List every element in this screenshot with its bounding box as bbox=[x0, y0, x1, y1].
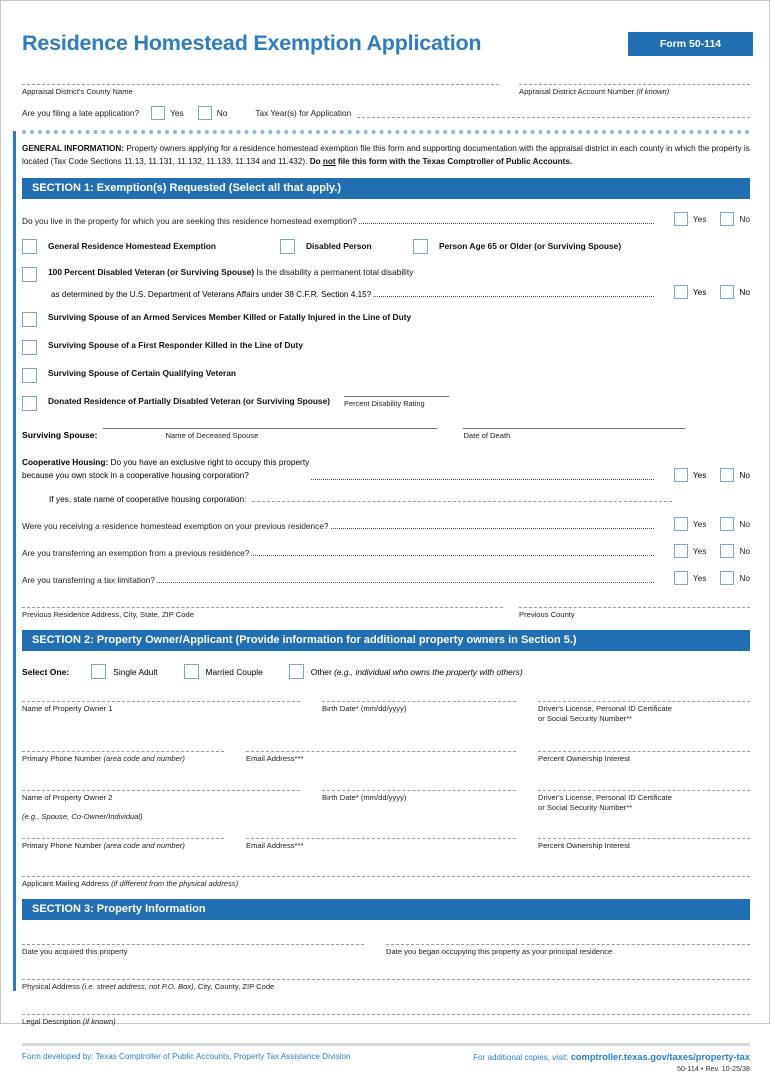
coop-name-input[interactable] bbox=[252, 501, 672, 502]
section-3-bar: SECTION 3: Property Information bbox=[22, 899, 750, 920]
mailing-address-label: Applicant Mailing Address (if different from the physical address) bbox=[22, 878, 239, 888]
married-couple-label: Married Couple bbox=[205, 666, 263, 677]
owner2-name-label: Name of Property Owner 2 bbox=[22, 792, 113, 802]
exemption-surviving-spouse-armed-services[interactable] bbox=[22, 312, 750, 327]
cooperative-housing-answers bbox=[660, 468, 750, 482]
previous-address-field[interactable] bbox=[22, 607, 519, 620]
transfer-exemption-no-label: No bbox=[739, 545, 750, 556]
prev-exemption-no-checkbox[interactable] bbox=[720, 517, 734, 531]
mailing-address-row bbox=[22, 876, 750, 889]
exemption-100-percent-veteran[interactable] bbox=[22, 267, 750, 282]
disabled-person-label: Disabled Person bbox=[306, 241, 372, 252]
spouse-qualifying-veteran-label: Surviving Spouse of Certain Qualifying Veteran bbox=[48, 367, 237, 378]
previous-residence-row bbox=[22, 607, 750, 620]
footer-developed-by: Form developed by: Texas Comptroller of Public Accounts, Property Tax Assistance Division bbox=[22, 1051, 351, 1061]
exemption-donated-residence[interactable] bbox=[22, 396, 750, 411]
spouse-first-responder-label: Surviving Spouse of a First Responder Killed in the Line of Duty bbox=[48, 339, 303, 350]
owner1-birthdate-field[interactable] bbox=[322, 701, 538, 725]
owner2-phone-field[interactable] bbox=[22, 838, 246, 851]
veteran-100-subquestion-row bbox=[22, 285, 750, 299]
property-dates-row bbox=[22, 944, 750, 957]
previous-exemption-question: Were you receiving a residence homestead exemption on your previous residence? bbox=[22, 520, 329, 531]
cooperative-housing-question: Cooperative Housing: Do you have an exclusive right to occupy this property because you own stock in a cooperative housing corporation? bbox=[22, 457, 310, 480]
surviving-spouse-row bbox=[22, 428, 750, 441]
prev-exemption-no-label: No bbox=[739, 518, 750, 529]
percent-disability-field[interactable] bbox=[344, 396, 449, 409]
section-1-bar: SECTION 1: Exemption(s) Requested (Select all that apply.) bbox=[22, 178, 750, 199]
account-number-field[interactable] bbox=[519, 84, 750, 97]
footer-revision: 50-114 • Rev. 10-25/38 bbox=[677, 1063, 750, 1073]
transfer-exemption-yes-checkbox[interactable] bbox=[674, 544, 688, 558]
spouse-armed-services-checkbox[interactable] bbox=[22, 312, 37, 327]
previous-exemption-row bbox=[22, 517, 750, 531]
live-in-property-row bbox=[22, 212, 750, 226]
live-in-property-question: Do you live in the property for which you are seeking this residence homestead exemption? bbox=[22, 215, 357, 226]
disabled-person-checkbox[interactable] bbox=[280, 239, 295, 254]
veteran-100-no-checkbox[interactable] bbox=[720, 285, 734, 299]
live-no-checkbox[interactable] bbox=[720, 212, 734, 226]
owner2-email-field[interactable] bbox=[246, 838, 538, 851]
owner1-name-label: Name of Property Owner 1 bbox=[22, 704, 113, 714]
legal-description-row bbox=[22, 1014, 750, 1027]
footer bbox=[22, 1052, 750, 1073]
spouse-first-responder-checkbox[interactable] bbox=[22, 340, 37, 355]
form-number-badge: Form 50-114 bbox=[628, 32, 753, 56]
owner1-id-label-line2: or Social Security Number** bbox=[538, 714, 633, 724]
date-acquired-label: Date you acquired this property bbox=[22, 946, 128, 956]
general-information-heading: GENERAL INFORMATION: bbox=[22, 144, 125, 154]
leader-dots bbox=[359, 223, 654, 224]
owner1-contact-row bbox=[22, 751, 750, 764]
header-divider bbox=[22, 130, 750, 134]
owner2-percent-field[interactable] bbox=[538, 838, 750, 851]
veteran-100-label: 100 Percent Disabled Veteran (or Surviving Spouse) Is the disability a permanent total disability bbox=[48, 266, 414, 277]
veteran-100-checkbox[interactable] bbox=[22, 267, 37, 282]
age-65-checkbox[interactable] bbox=[413, 239, 428, 254]
primary-exemptions-row bbox=[22, 239, 750, 254]
county-name-label: Appraisal District's County Name bbox=[22, 87, 133, 96]
owner2-id-label-line1: Driver's License, Personal ID Certificate bbox=[538, 792, 672, 802]
other-owner-label: Other (e.g., individual who owns the property with others) bbox=[310, 666, 523, 677]
donated-residence-label: Donated Residence of Partially Disabled Veteran (or Surviving Spouse) bbox=[48, 395, 331, 406]
leader-dots bbox=[251, 555, 653, 556]
mailing-address-field[interactable] bbox=[22, 876, 750, 889]
late-application-question: Are you filing a late application? bbox=[22, 108, 140, 119]
prev-exemption-yes-checkbox[interactable] bbox=[674, 517, 688, 531]
transfer-limitation-question: Are you transferring a tax limitation? bbox=[22, 574, 155, 585]
footer-copies-line: For additional copies, visit: comptroller.texas.gov/taxes/property-tax bbox=[473, 1051, 750, 1062]
other-owner-checkbox[interactable] bbox=[289, 664, 304, 679]
live-yes-checkbox[interactable] bbox=[674, 212, 688, 226]
coop-yes-checkbox[interactable] bbox=[674, 468, 688, 482]
exemption-surviving-spouse-first-responder[interactable] bbox=[22, 340, 750, 355]
general-residence-label: General Residence Homestead Exemption bbox=[48, 241, 217, 252]
owner2-contact-row bbox=[22, 838, 750, 851]
owner1-id-label-line1: Driver's License, Personal ID Certificate bbox=[538, 704, 672, 714]
veteran-100-yes-label: Yes bbox=[692, 286, 707, 297]
leader-dots bbox=[311, 479, 654, 480]
county-name-field[interactable] bbox=[22, 84, 519, 97]
do-not-file-prefix: Do bbox=[309, 156, 323, 166]
account-number-label: Appraisal District Account Number (if known) bbox=[519, 87, 670, 96]
previous-exemption-answers bbox=[660, 517, 750, 531]
veteran-100-no-label: No bbox=[739, 286, 750, 297]
do-not-file-suffix: file this form with the Texas Comptroller of Public Accounts. bbox=[335, 156, 573, 166]
veteran-100-answers bbox=[660, 285, 750, 299]
late-no-checkbox[interactable] bbox=[198, 106, 212, 120]
leader-dots bbox=[331, 528, 654, 529]
select-one-label: Select One: bbox=[22, 666, 70, 677]
exemption-general-residence[interactable] bbox=[22, 239, 280, 254]
owner1-name-field[interactable] bbox=[22, 701, 322, 725]
owner2-birthdate-field[interactable] bbox=[322, 790, 538, 823]
transfer-exemption-row bbox=[22, 544, 750, 558]
transfer-limitation-no-checkbox[interactable] bbox=[720, 571, 734, 585]
late-no-label: No bbox=[216, 108, 228, 119]
veteran-100-subquestion: as determined by the U.S. Department of Veterans Affairs under 38 C.F.R. Section 4.15? bbox=[51, 289, 372, 299]
date-acquired-field[interactable] bbox=[22, 944, 386, 957]
transfer-limitation-answers bbox=[660, 571, 750, 585]
footer-right bbox=[473, 1052, 750, 1073]
select-one-row bbox=[22, 664, 750, 679]
percent-disability-label: Percent Disability Rating bbox=[344, 398, 425, 408]
owner2-email-label: Email Address*** bbox=[246, 841, 304, 851]
physical-address-label: Physical Address (i.e. street address, not P.O. Box), City, County, ZIP Code bbox=[22, 982, 275, 992]
live-no-label: No bbox=[739, 213, 750, 224]
owner2-identity-row bbox=[22, 790, 750, 823]
single-adult-label: Single Adult bbox=[113, 666, 158, 677]
tax-year-input[interactable] bbox=[357, 117, 750, 118]
date-occupied-label: Date you began occupying this property as your principal residence bbox=[386, 946, 613, 956]
owner1-percent-field[interactable] bbox=[538, 751, 750, 764]
coop-name-row bbox=[22, 494, 750, 504]
spouse-armed-services-label: Surviving Spouse of an Armed Services Member Killed or Fatally Injured in the Line of Duty bbox=[48, 311, 412, 322]
coop-no-checkbox[interactable] bbox=[720, 468, 734, 482]
general-information bbox=[22, 143, 750, 168]
do-not-file-not: not bbox=[322, 156, 336, 166]
cooperative-housing-question-line2: because you own stock in a cooperative housing corporation? bbox=[22, 469, 249, 480]
donated-residence-checkbox[interactable] bbox=[22, 396, 37, 411]
footer-divider bbox=[22, 1043, 750, 1046]
general-information-body: Property owners applying for a residence homestead exemption file this form and supporting documentation with the appraisal district in each county in which the property is located (Tax Code Sections 11.13, 11.131, 11.132, 11.133, 11.134 and 11.432). bbox=[22, 144, 750, 166]
transfer-limitation-yes-label: Yes bbox=[692, 572, 707, 583]
previous-county-label: Previous County bbox=[519, 609, 575, 619]
leader-dots bbox=[373, 296, 654, 297]
exemption-disabled-person[interactable] bbox=[280, 239, 413, 254]
section-2-bar: SECTION 2: Property Owner/Applicant (Provide information for additional property owners in Section 5.) bbox=[22, 630, 750, 651]
owner1-phone-label: Primary Phone Number (area code and number) bbox=[22, 753, 185, 763]
owner1-id-field[interactable] bbox=[538, 701, 750, 725]
late-application-row bbox=[22, 106, 750, 120]
footer-url[interactable]: comptroller.texas.gov/taxes/property-tax bbox=[570, 1051, 750, 1062]
live-in-property-answers bbox=[660, 212, 750, 226]
owner2-phone-label: Primary Phone Number (area code and number) bbox=[22, 841, 185, 851]
general-residence-checkbox[interactable] bbox=[22, 239, 37, 254]
late-yes-label: Yes bbox=[170, 108, 184, 119]
deceased-spouse-name-field[interactable] bbox=[103, 428, 437, 441]
coop-yes-label: Yes bbox=[692, 469, 707, 480]
owner1-birthdate-label: Birth Date* (mm/dd/yyyy) bbox=[322, 704, 407, 714]
surviving-spouse-label: Surviving Spouse: bbox=[22, 430, 98, 441]
physical-address-field[interactable] bbox=[22, 979, 750, 992]
cooperative-housing-row bbox=[22, 456, 750, 482]
left-accent-stripe bbox=[13, 131, 16, 991]
cooperative-housing-heading: Cooperative Housing: bbox=[22, 457, 109, 468]
coop-no-label: No bbox=[739, 469, 750, 480]
deceased-spouse-name-label: Name of Deceased Spouse bbox=[165, 430, 259, 440]
date-of-death-label: Date of Death bbox=[463, 430, 511, 440]
exemption-surviving-spouse-qualifying-veteran[interactable] bbox=[22, 368, 750, 383]
appraisal-district-row bbox=[22, 84, 750, 97]
transfer-exemption-question: Are you transferring an exemption from a previous residence? bbox=[22, 547, 250, 558]
owner1-percent-label: Percent Ownership Interest bbox=[538, 753, 631, 763]
prev-exemption-yes-label: Yes bbox=[692, 518, 707, 529]
transfer-exemption-yes-label: Yes bbox=[692, 545, 707, 556]
owner1-email-field[interactable] bbox=[246, 751, 538, 764]
page-title: Residence Homestead Exemption Application bbox=[22, 31, 482, 55]
owner2-percent-label: Percent Ownership Interest bbox=[538, 841, 631, 851]
single-adult-checkbox[interactable] bbox=[91, 664, 106, 679]
live-yes-label: Yes bbox=[692, 213, 707, 224]
owner2-name-field[interactable] bbox=[22, 790, 322, 823]
date-of-death-field[interactable] bbox=[463, 428, 685, 441]
owner2-id-field[interactable] bbox=[538, 790, 750, 823]
age-65-label: Person Age 65 or Older (or Surviving Spouse) bbox=[439, 241, 622, 252]
transfer-limitation-yes-checkbox[interactable] bbox=[674, 571, 688, 585]
owner2-id-label-line2: or Social Security Number** bbox=[538, 803, 633, 813]
form-header bbox=[22, 31, 750, 56]
transfer-limitation-row bbox=[22, 571, 750, 585]
previous-address-label: Previous Residence Address, City, State, ZIP Code bbox=[22, 609, 194, 619]
transfer-exemption-no-checkbox[interactable] bbox=[720, 544, 734, 558]
owner2-birthdate-label: Birth Date* (mm/dd/yyyy) bbox=[322, 792, 407, 802]
transfer-limitation-no-label: No bbox=[739, 572, 750, 583]
legal-description-field[interactable] bbox=[22, 1014, 750, 1027]
transfer-exemption-answers bbox=[660, 544, 750, 558]
married-couple-checkbox[interactable] bbox=[184, 664, 199, 679]
owner1-identity-row bbox=[22, 701, 750, 725]
late-yes-checkbox[interactable] bbox=[151, 106, 165, 120]
owner1-phone-field[interactable] bbox=[22, 751, 246, 764]
coop-name-label: If yes, state name of cooperative housing corporation: bbox=[49, 493, 247, 504]
previous-county-field[interactable] bbox=[519, 607, 750, 620]
legal-description-label: Legal Description (if known) bbox=[22, 1017, 116, 1027]
owner2-name-sublabel: (e.g., Spouse, Co-Owner/Individual) bbox=[22, 812, 143, 822]
veteran-100-yes-checkbox[interactable] bbox=[674, 285, 688, 299]
leader-dots bbox=[157, 582, 654, 583]
exemption-age-65[interactable] bbox=[413, 239, 621, 254]
physical-address-row bbox=[22, 979, 750, 992]
spouse-qualifying-veteran-checkbox[interactable] bbox=[22, 368, 37, 383]
tax-year-label: Tax Year(s) for Application bbox=[255, 108, 352, 119]
date-occupied-field[interactable] bbox=[386, 944, 750, 957]
owner1-email-label: Email Address*** bbox=[246, 753, 304, 763]
